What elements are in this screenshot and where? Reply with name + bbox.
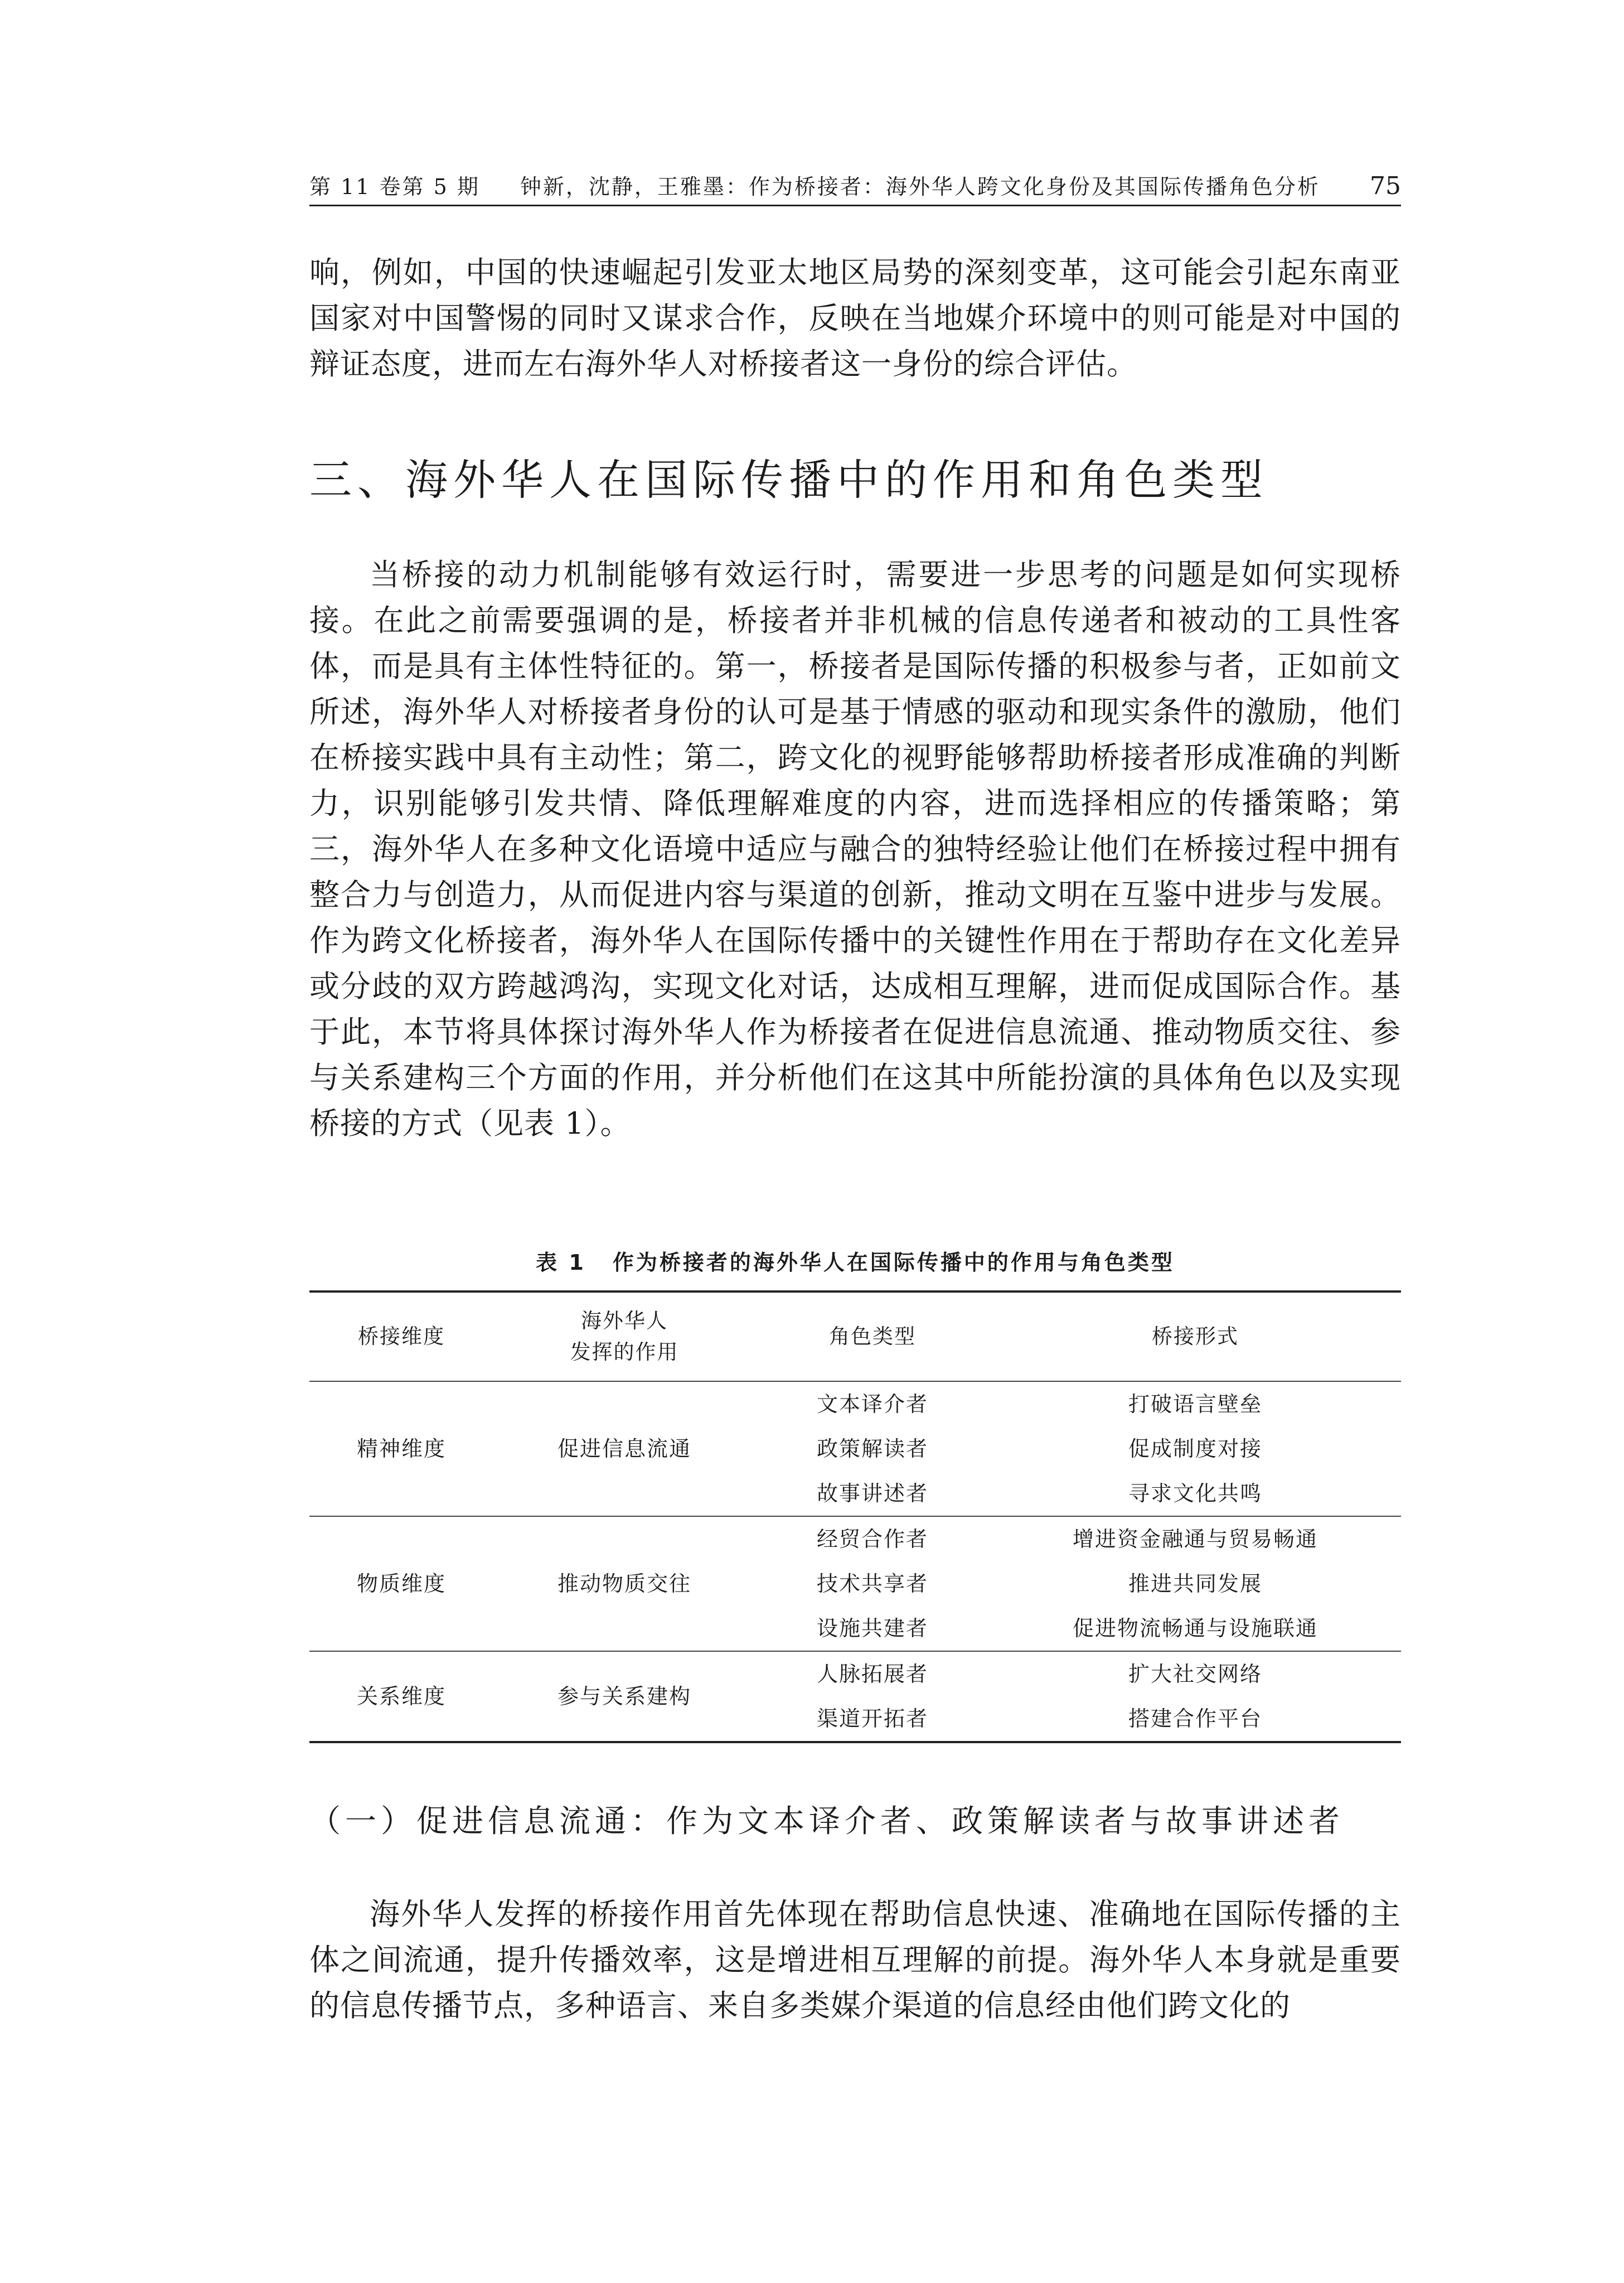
role-type-cell: 文本译介者 — [816, 1392, 928, 1416]
bridge-form-cell: 扩大社交网络 — [1128, 1662, 1262, 1686]
header-function-line2: 发挥的作用 — [570, 1340, 679, 1364]
role-type-cell: 经贸合作者 — [816, 1527, 928, 1551]
section-heading: 三、海外华人在国际传播中的作用和角色类型 — [309, 455, 1268, 505]
bridge-form-cell: 增进资金融通与贸易畅通 — [1072, 1527, 1318, 1551]
dimension-cell: 物质维度 — [309, 1516, 493, 1651]
page-number: 75 — [1370, 172, 1401, 200]
role-type-cell: 故事讲述者 — [755, 1471, 990, 1516]
dimension-cell: 精神维度 — [309, 1381, 493, 1516]
subsection-heading: （一）促进信息流通：作为文本译介者、政策解读者与故事讲述者 — [309, 1803, 1344, 1840]
header-function — [493, 1292, 755, 1381]
role-type-cell: 技术共享者 — [816, 1571, 928, 1596]
running-header — [309, 172, 1401, 206]
header-dimension: 桥接维度 — [309, 1292, 493, 1381]
paragraph-continued: 响，例如，中国的快速崛起引发亚太地区局势的深刻变革，这可能会引起东南亚国家对中国警惕的同时又谋求合作，反映在当地媒介环境中的则可能是对中国的辩证态度，进而左右海外华人对桥接者这一身份的综合评估。 — [309, 255, 1401, 381]
function-cell: 促进信息流通 — [493, 1381, 755, 1516]
dimension-cell: 关系维度 — [356, 1684, 446, 1709]
table-title: 作为桥接者的海外华人在国际传播中的作用与角色类型 — [612, 1250, 1175, 1275]
role-table — [309, 1290, 1401, 1743]
role-type-cell: 人脉拓展者 — [816, 1662, 928, 1686]
table-row — [309, 1516, 1401, 1561]
role-type-cell: 政策解读者 — [816, 1436, 928, 1461]
table-label: 表 1 — [536, 1250, 586, 1275]
bridge-form-cell: 打破语言壁垒 — [1128, 1392, 1262, 1416]
article-authors-title: 钟新，沈静，王雅墨：作为桥接者：海外华人跨文化身份及其国际传播角色分析 — [520, 175, 1320, 199]
header-role-type: 角色类型 — [755, 1292, 990, 1381]
table-header-row — [309, 1292, 1401, 1381]
table-row — [309, 1381, 1401, 1426]
header-bridge-form: 桥接形式 — [990, 1292, 1401, 1381]
bridge-form-cell: 促成制度对接 — [1128, 1436, 1262, 1461]
table-row — [309, 1651, 1401, 1696]
paragraph-main: 当桥接的动力机制能够有效运行时，需要进一步思考的问题是如何实现桥接。在此之前需要强调的是，桥接者并非机械的信息传递者和被动的工具性客体，而是具有主体性特征的。第一，桥接者是国际传播的积极参与者，正如前文所述，海外华人对桥接者身份的认可是基于情感的驱动和现实条件的激励，他们在桥接实践中具有主动性；第二，跨文化的视野能够帮助桥接者形成准确的判断力，识别能够引发共情、降低理解难度的内容，进而选择相应的传播策略；第三，海外华人在多种文化语境中适应与融合的独特经验让他们在桥接过程中拥有整合力与创造力，从而促进内容与渠道的创新，推动文明在互鉴中进步与发展。作为跨文化桥接者，海外华人在国际传播中的关键性作用在于帮助存在文化差异或分歧的双方跨越鸿沟，实现文化对话，达成相互理解，进而促成国际合作。基于此，本节将具体探讨海外华人作为桥接者在促进信息流通、推动物质交往、参与关系建构三个方面的作用，并分析他们在这其中所能扮演的具体角色以及实现桥接的方式（见表 1）。 — [309, 557, 1401, 1141]
function-cell: 推动物质交往 — [493, 1516, 755, 1651]
role-type-cell: 渠道开拓者 — [816, 1706, 928, 1731]
function-cell: 参与关系建构 — [557, 1684, 691, 1709]
bridge-form-cell: 寻求文化共鸣 — [990, 1471, 1401, 1516]
header-function-line1: 海外华人 — [581, 1309, 668, 1333]
journal-issue: 第 11 卷第 5 期 — [309, 175, 480, 199]
bridge-form-cell: 促进物流畅通与设施联通 — [990, 1606, 1401, 1651]
bridge-form-cell: 搭建合作平台 — [1128, 1706, 1262, 1731]
table-caption — [309, 1245, 1401, 1276]
bridge-form-cell: 推进共同发展 — [1128, 1571, 1262, 1596]
role-type-cell: 设施共建者 — [755, 1606, 990, 1651]
paragraph-last: 海外华人发挥的桥接作用首先体现在帮助信息快速、准确地在国际传播的主体之间流通，提升传播效率，这是增进相互理解的前提。海外华人本身就是重要的信息传播节点，多种语言、来自多类媒介渠道的信息经由他们跨文化的 — [309, 1897, 1401, 2023]
